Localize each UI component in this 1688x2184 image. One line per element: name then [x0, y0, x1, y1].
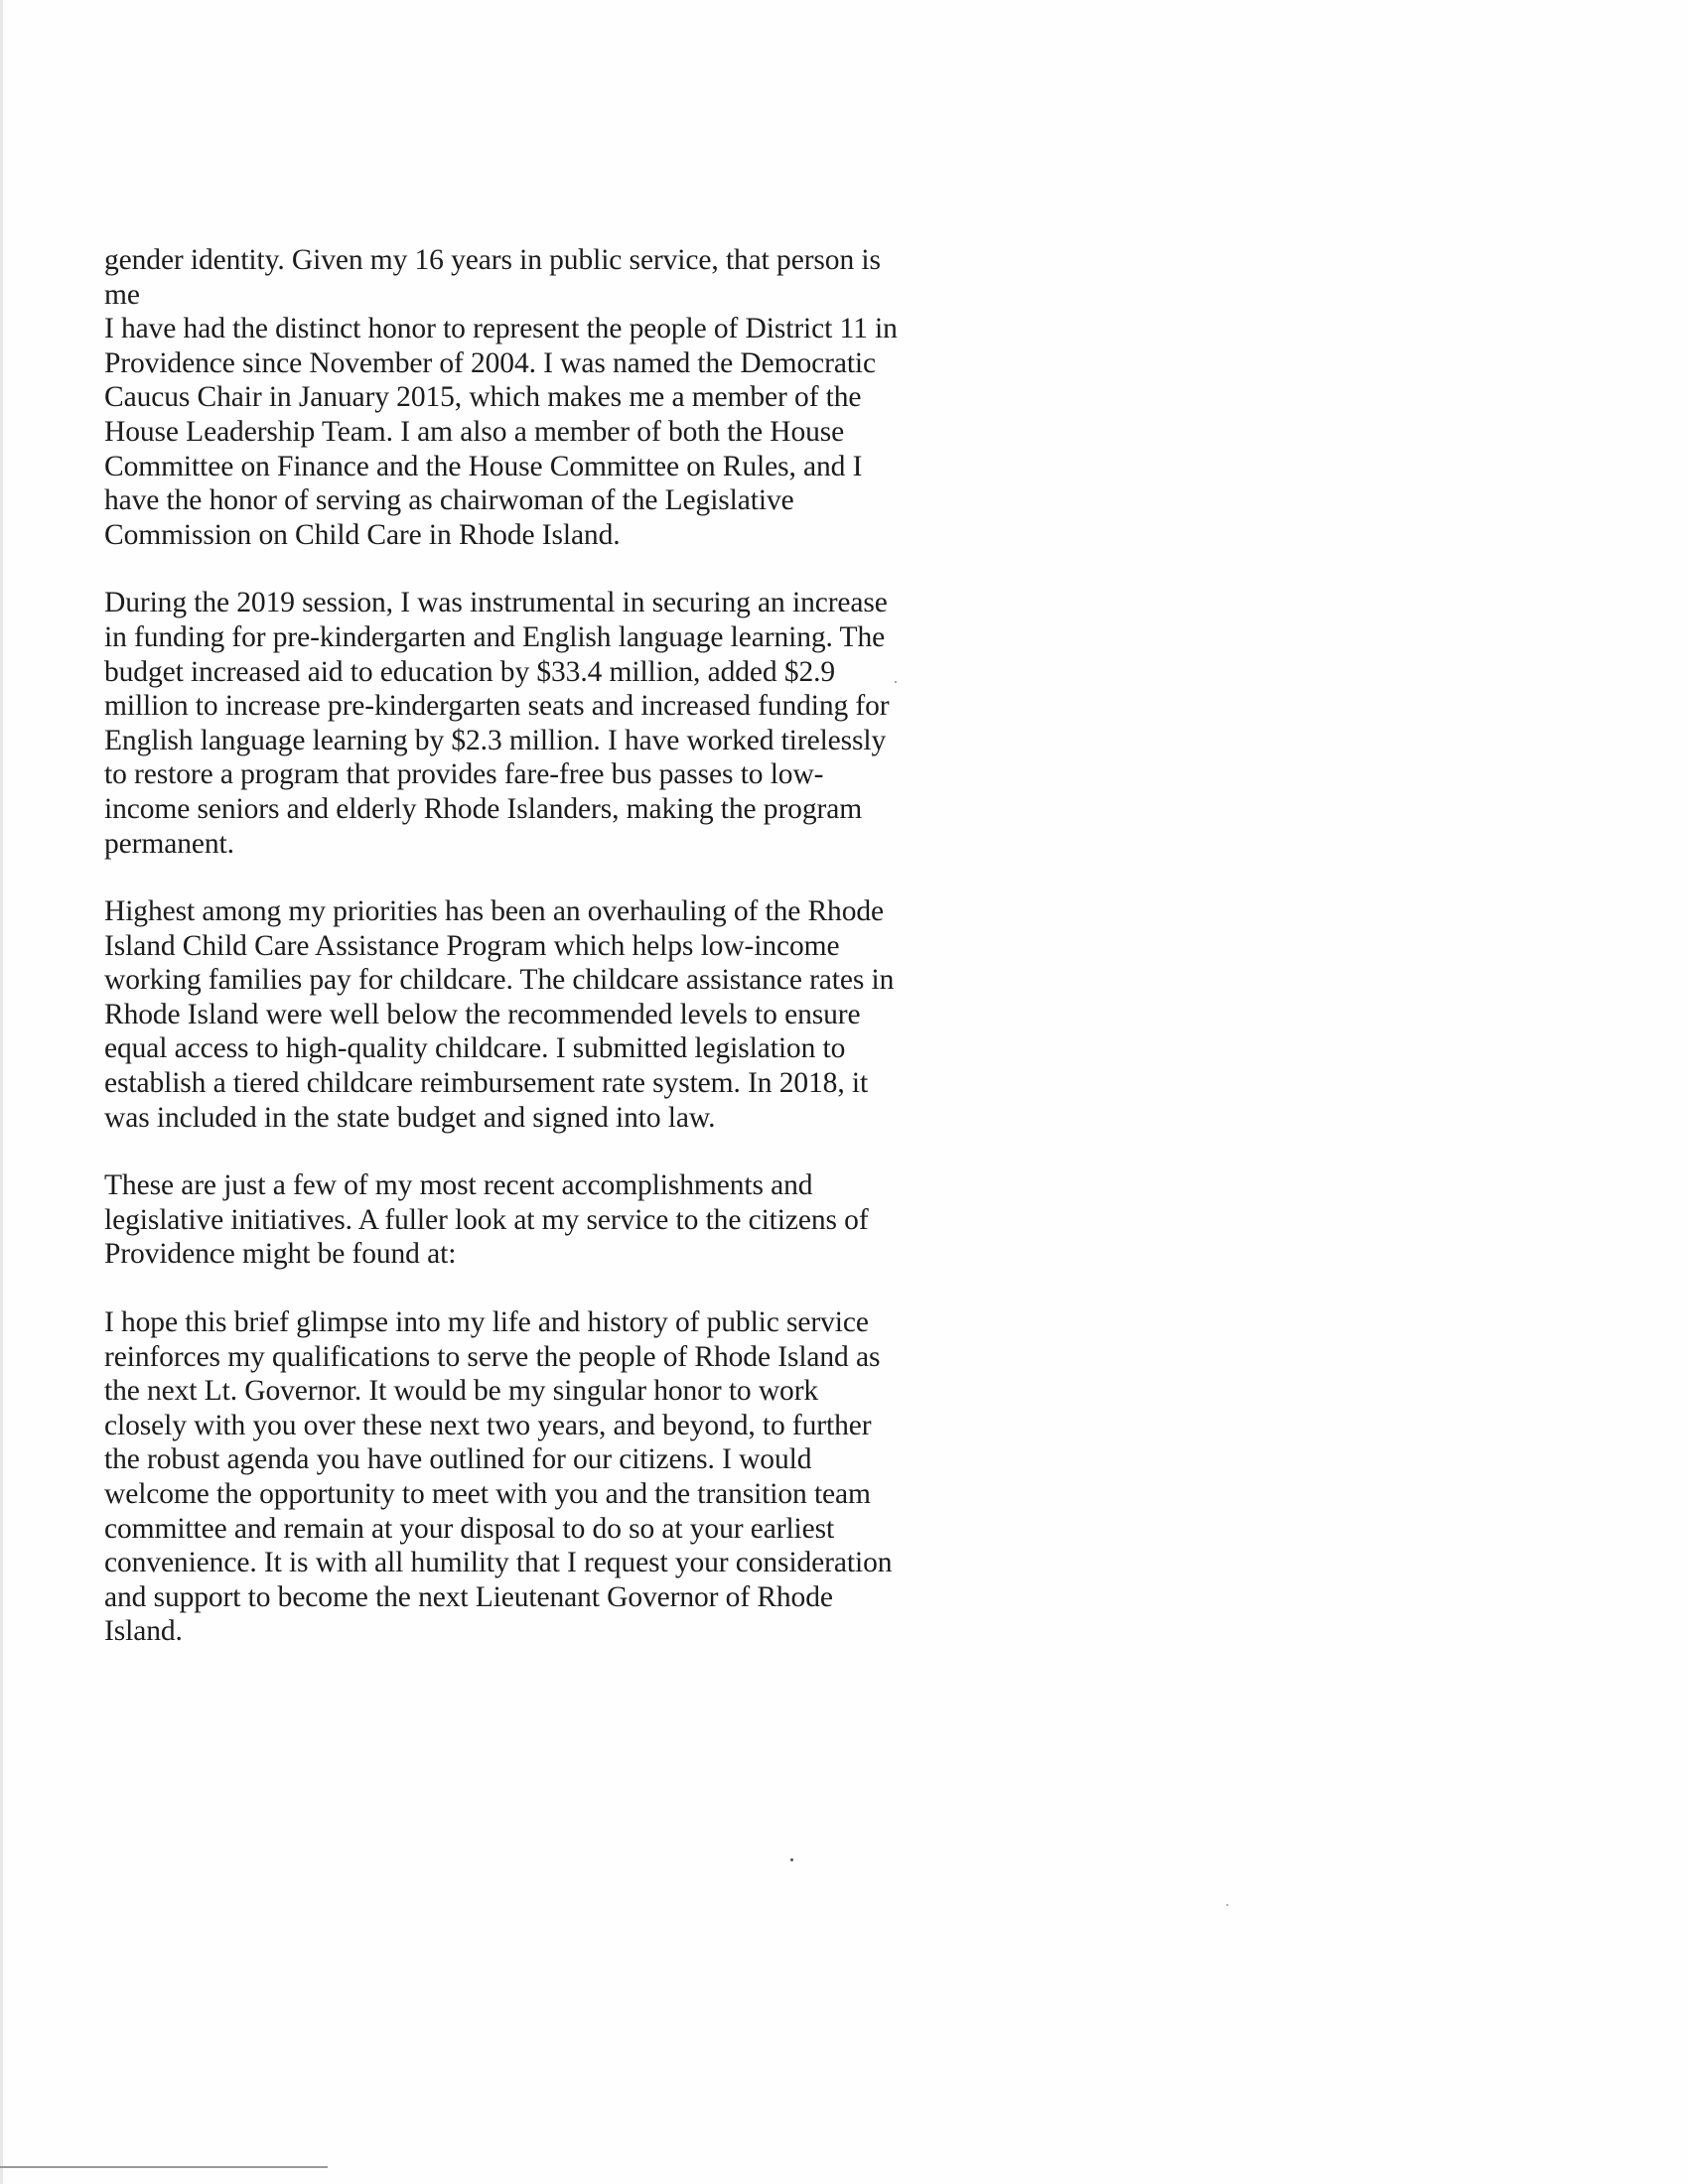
paragraph-closing: I hope this brief glimpse into my life and history of public service reinforces my qualifications to serve the people of Rhode Island as the next Lt. Governor. It would be my singular honor to work closely with you over these next two years, and beyond, to further the robust agenda you have outlined for our citizens. I would welcome the opportunity to meet with you and the transition team committee and remain at your disposal to do so at your earliest convenience. It is with all humility that I request your consideration and support to become the next Lieutenant Governor of Rhode Island.: [104, 1306, 893, 1648]
scan-speck: [1226, 1904, 1228, 1906]
paragraph-spacer: [104, 552, 958, 586]
scan-bottom-line: [0, 2166, 328, 2168]
paragraph-accomplishments: These are just a few of my most recent accomplishments and legislative initiatives. A fuller look at my service to the citizens of Providence might be found at:: [104, 1169, 869, 1271]
scan-speck: [895, 681, 897, 683]
paragraph-spacer: [104, 861, 958, 894]
paragraph-session-2019: During the 2019 session, I was instrumental in securing an increase in funding for pre-kindergarten and English language learning. The budget increased aid to education by $33.4 million, added $2.9 million to increase pre-kindergarten seats and increased funding for English language learning by $2.3 million. I have worked tirelessly to restore a program that provides fare-free bus passes to low- income seniors and elderly Rhode Islanders, making the program permanent.: [104, 587, 890, 860]
scan-speck: [790, 1858, 793, 1861]
letter-body: [104, 243, 958, 1649]
scan-edge-shadow: [0, 0, 3, 2184]
paragraph-spacer: [104, 1272, 958, 1305]
paragraph-child-care: Highest among my priorities has been an overhauling of the Rhode Island Child Care Assistance Program which helps low-income working families pay for childcare. The childcare assistance rates in Rhode Island were well below the recommended levels to ensure equal access to high-quality childcare. I submitted legislation to establish a tiered childcare reimbursement rate system. In 2018, it was included in the state budget and signed into law.: [104, 895, 895, 1134]
paragraph-background: gender identity. Given my 16 years in public service, that person is me I have had the distinct honor to represent the people of District 11 in Providence since November of 2004. I was named the Democratic Caucus Chair in January 2015, which makes me a member of the House Leadership Team. I am also a member of both the House Committee on Finance and the House Committee on Rules, and I have the honor of serving as chairwoman of the Legislative Commission on Child Care in Rhode Island.: [104, 244, 898, 551]
paragraph-spacer: [104, 1135, 958, 1168]
